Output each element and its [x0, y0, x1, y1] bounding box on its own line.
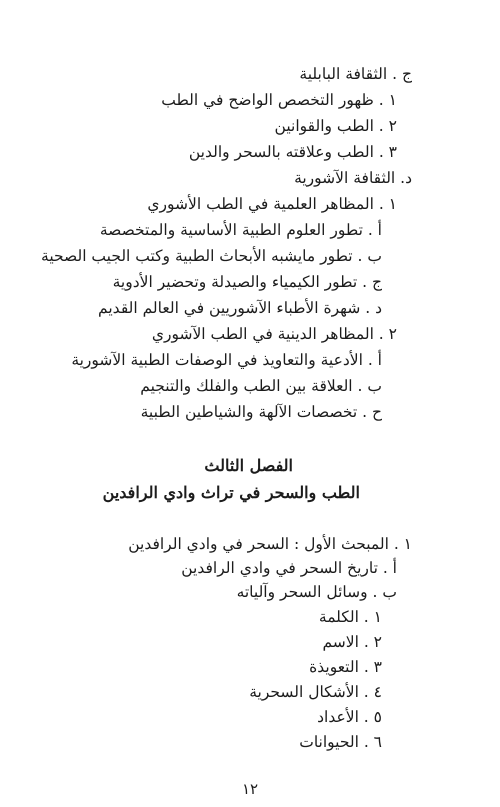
- toc-item: ١ . المظاهر العلمية في الطب الأشوري: [147, 195, 397, 213]
- toc-subitem: أ . تطور العلوم الطبية الأساسية والمتخصصة: [99, 221, 382, 239]
- page-number: ١٢: [241, 780, 259, 798]
- toc-item: ٢ . المظاهر الدينية في الطب الآشوري: [151, 325, 397, 343]
- toc-subsubitem: ٣ . التعويذة: [309, 658, 382, 676]
- toc-subitem: ح . تخصصات الآلهة والشياطين الطبية: [140, 403, 382, 421]
- chapter-title: الطب والسحر في تراث وادي الرافدين: [102, 483, 360, 502]
- toc-subsubitem: ٥ . الأعداد: [317, 708, 382, 726]
- toc-item: ١ . ظهور التخصص الواضح في الطب: [161, 91, 397, 109]
- toc-item: ١ . المبحث الأول : السحر في وادي الرافدين: [128, 535, 412, 553]
- toc-subsubitem: ٤ . الأشكال السحرية: [249, 683, 382, 701]
- toc-subitem: أ . تاريخ السحر في وادي الرافدين: [181, 559, 397, 577]
- chapter-heading: الفصل الثالث: [204, 456, 293, 475]
- toc-item-babylonian-culture: ج . الثقافة البابلية: [299, 65, 412, 83]
- toc-subitem: ج . تطور الكيمياء والصيدلة وتحضير الأدوية: [112, 273, 382, 291]
- toc-subsubitem: ١ . الكلمة: [318, 608, 382, 626]
- toc-item: ٢ . الطب والقوانين: [274, 117, 397, 135]
- toc-subitem: ب . تطور مايشبه الأبحاث الطبية وكتب الجيب الصحية: [41, 247, 382, 265]
- toc-subsubitem: ٢ . الاسم: [322, 633, 382, 651]
- toc-subitem: ب . وسائل السحر وآلياته: [236, 583, 397, 601]
- toc-subitem: أ . الأدعية والتعاويذ في الوصفات الطبية الآشورية: [71, 351, 382, 369]
- toc-subitem: د . شهرة الأطباء الآشوريين في العالم القديم: [98, 299, 382, 317]
- toc-subsubitem: ٦ . الحيوانات: [299, 733, 382, 751]
- toc-subitem: ب . العلاقة بين الطب والفلك والتنجيم: [140, 377, 382, 395]
- toc-item-assyrian-culture: د. الثقافة الآشورية: [294, 169, 412, 187]
- toc-item: ٣ . الطب وعلاقته بالسحر والدين: [188, 143, 397, 161]
